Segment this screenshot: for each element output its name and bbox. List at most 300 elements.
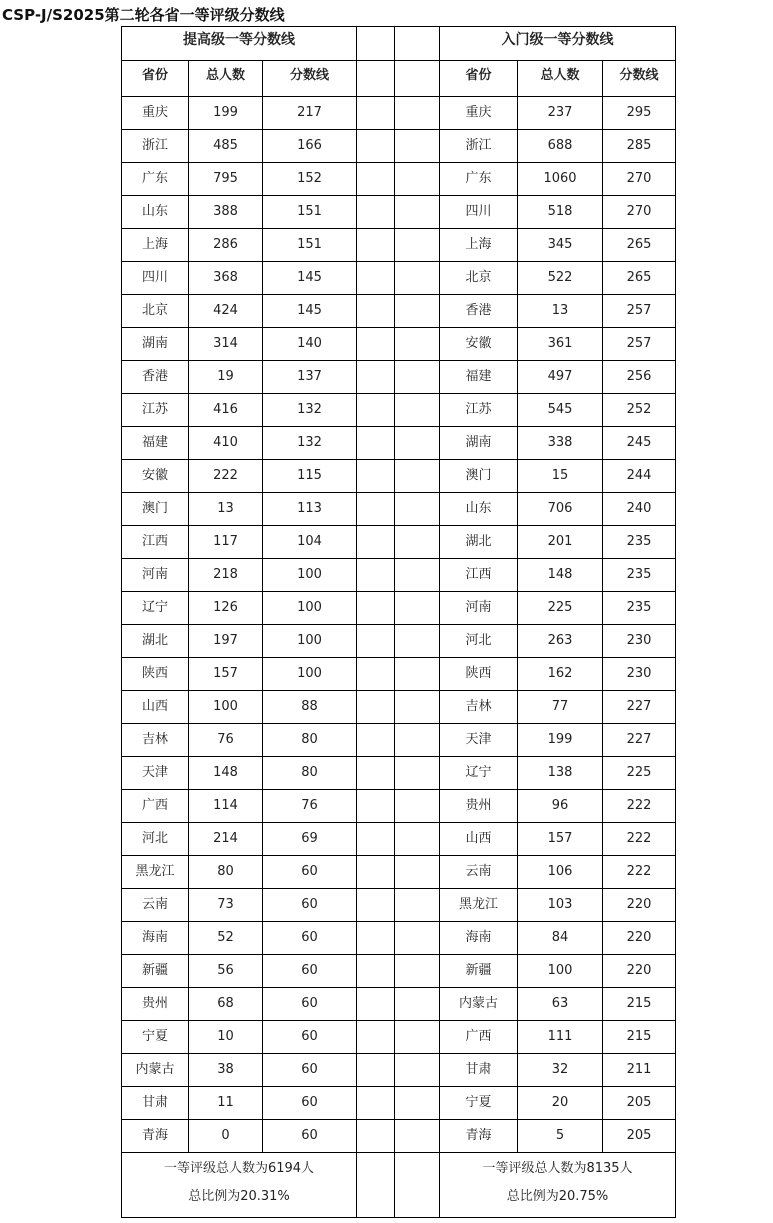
advanced-total-cell: 10 [189, 1021, 263, 1054]
junior-heading: 入门级一等分数线 [440, 27, 676, 61]
junior-province-cell: 北京 [440, 262, 518, 295]
gap-cell [395, 229, 440, 262]
gap-cell [357, 427, 395, 460]
junior-total-cell: 1060 [518, 163, 603, 196]
table-row [122, 724, 676, 757]
junior-province-cell: 黑龙江 [440, 889, 518, 922]
junior-total-cell: 84 [518, 922, 603, 955]
junior-score-cell: 220 [603, 889, 676, 922]
junior-total-cell: 63 [518, 988, 603, 1021]
junior-province-cell: 甘肃 [440, 1054, 518, 1087]
gap-cell [395, 1087, 440, 1120]
table-row [122, 559, 676, 592]
advanced-province-cell: 湖北 [122, 625, 189, 658]
table-row [122, 493, 676, 526]
table-row [122, 262, 676, 295]
junior-score-cell: 252 [603, 394, 676, 427]
junior-score-cell: 270 [603, 196, 676, 229]
junior-score-cell: 211 [603, 1054, 676, 1087]
advanced-score-cell: 60 [263, 1120, 357, 1153]
junior-score-cell: 215 [603, 1021, 676, 1054]
gap-cell [357, 328, 395, 361]
gap-cell [395, 823, 440, 856]
junior-total-cell: 100 [518, 955, 603, 988]
gap-cell [357, 724, 395, 757]
gap-cell [395, 625, 440, 658]
table-row [122, 889, 676, 922]
junior-province-cell: 新疆 [440, 955, 518, 988]
advanced-province-cell: 山西 [122, 691, 189, 724]
advanced-province-cell: 吉林 [122, 724, 189, 757]
junior-score-cell: 222 [603, 856, 676, 889]
table-row [122, 790, 676, 823]
table-row [122, 955, 676, 988]
junior-score-cell: 265 [603, 229, 676, 262]
table-row [122, 229, 676, 262]
junior-total-cell: 338 [518, 427, 603, 460]
junior-score-cell: 285 [603, 130, 676, 163]
junior-score-cell: 257 [603, 295, 676, 328]
advanced-summary-ratio: 总比例为20.31% [188, 1189, 290, 1204]
junior-score-cell: 230 [603, 658, 676, 691]
junior-province-cell: 广西 [440, 1021, 518, 1054]
advanced-score-cell: 88 [263, 691, 357, 724]
gap-cell [395, 724, 440, 757]
gap-cell [395, 757, 440, 790]
advanced-province-cell: 广西 [122, 790, 189, 823]
junior-col-province: 省份 [440, 61, 518, 97]
advanced-total-cell: 368 [189, 262, 263, 295]
advanced-score-cell: 100 [263, 559, 357, 592]
junior-total-cell: 225 [518, 592, 603, 625]
junior-total-cell: 138 [518, 757, 603, 790]
junior-total-cell: 13 [518, 295, 603, 328]
advanced-total-cell: 416 [189, 394, 263, 427]
advanced-score-cell: 151 [263, 196, 357, 229]
table-row [122, 427, 676, 460]
junior-total-cell: 20 [518, 1087, 603, 1120]
junior-province-cell: 香港 [440, 295, 518, 328]
advanced-score-cell: 100 [263, 592, 357, 625]
junior-total-cell: 497 [518, 361, 603, 394]
table-row [122, 592, 676, 625]
column-header-row [122, 61, 676, 97]
advanced-province-cell: 河南 [122, 559, 189, 592]
advanced-col-total: 总人数 [189, 61, 263, 97]
advanced-province-cell: 福建 [122, 427, 189, 460]
gap-cell [357, 394, 395, 427]
advanced-total-cell: 38 [189, 1054, 263, 1087]
advanced-province-cell: 浙江 [122, 130, 189, 163]
section-header-row [122, 27, 676, 61]
junior-province-cell: 辽宁 [440, 757, 518, 790]
advanced-score-cell: 100 [263, 625, 357, 658]
junior-total-cell: 96 [518, 790, 603, 823]
gap-cell [357, 691, 395, 724]
gap-cell [357, 856, 395, 889]
table-row [122, 1087, 676, 1120]
junior-score-cell: 222 [603, 823, 676, 856]
junior-province-cell: 云南 [440, 856, 518, 889]
gap-cell [357, 295, 395, 328]
gap-cell [357, 1054, 395, 1087]
advanced-score-cell: 151 [263, 229, 357, 262]
advanced-province-cell: 湖南 [122, 328, 189, 361]
junior-score-cell: 235 [603, 592, 676, 625]
advanced-score-cell: 76 [263, 790, 357, 823]
gap-cell [395, 1054, 440, 1087]
gap-cell [357, 27, 395, 61]
advanced-score-cell: 145 [263, 295, 357, 328]
junior-total-cell: 111 [518, 1021, 603, 1054]
advanced-total-cell: 314 [189, 328, 263, 361]
junior-province-cell: 山西 [440, 823, 518, 856]
junior-score-cell: 256 [603, 361, 676, 394]
page-title: CSP-J/S2025第二轮各省一等评级分数线 [2, 6, 285, 24]
table-row [122, 658, 676, 691]
advanced-province-cell: 广东 [122, 163, 189, 196]
gap-cell [357, 229, 395, 262]
advanced-score-cell: 60 [263, 1054, 357, 1087]
junior-score-cell: 244 [603, 460, 676, 493]
junior-province-cell: 广东 [440, 163, 518, 196]
junior-score-cell: 227 [603, 724, 676, 757]
advanced-col-province: 省份 [122, 61, 189, 97]
advanced-total-cell: 114 [189, 790, 263, 823]
gap-cell [395, 559, 440, 592]
junior-score-cell: 220 [603, 955, 676, 988]
advanced-province-cell: 北京 [122, 295, 189, 328]
table-row [122, 1021, 676, 1054]
gap-cell [357, 1021, 395, 1054]
junior-score-cell: 245 [603, 427, 676, 460]
junior-province-cell: 海南 [440, 922, 518, 955]
gap-cell [395, 658, 440, 691]
junior-total-cell: 5 [518, 1120, 603, 1153]
table-row [122, 196, 676, 229]
junior-score-cell: 270 [603, 163, 676, 196]
junior-total-cell: 345 [518, 229, 603, 262]
advanced-score-cell: 60 [263, 922, 357, 955]
junior-score-cell: 240 [603, 493, 676, 526]
junior-province-cell: 江苏 [440, 394, 518, 427]
gap-cell [357, 262, 395, 295]
gap-cell [395, 394, 440, 427]
junior-total-cell: 106 [518, 856, 603, 889]
advanced-province-cell: 香港 [122, 361, 189, 394]
gap-cell [357, 196, 395, 229]
advanced-score-cell: 140 [263, 328, 357, 361]
advanced-score-cell: 60 [263, 988, 357, 1021]
gap-cell [357, 889, 395, 922]
advanced-total-cell: 286 [189, 229, 263, 262]
advanced-total-cell: 68 [189, 988, 263, 1021]
junior-province-cell: 江西 [440, 559, 518, 592]
junior-total-cell: 545 [518, 394, 603, 427]
gap-cell [395, 361, 440, 394]
junior-province-cell: 福建 [440, 361, 518, 394]
advanced-score-cell: 69 [263, 823, 357, 856]
advanced-total-cell: 0 [189, 1120, 263, 1153]
advanced-score-cell: 217 [263, 97, 357, 130]
junior-province-cell: 宁夏 [440, 1087, 518, 1120]
advanced-score-cell: 104 [263, 526, 357, 559]
advanced-total-cell: 117 [189, 526, 263, 559]
gap-cell [357, 460, 395, 493]
advanced-province-cell: 重庆 [122, 97, 189, 130]
table-row [122, 988, 676, 1021]
advanced-total-cell: 214 [189, 823, 263, 856]
advanced-total-cell: 13 [189, 493, 263, 526]
advanced-total-cell: 19 [189, 361, 263, 394]
advanced-score-cell: 60 [263, 1087, 357, 1120]
advanced-score-cell: 132 [263, 394, 357, 427]
gap-cell [395, 493, 440, 526]
junior-province-cell: 上海 [440, 229, 518, 262]
table-row [122, 526, 676, 559]
junior-score-cell: 205 [603, 1087, 676, 1120]
advanced-total-cell: 199 [189, 97, 263, 130]
advanced-total-cell: 197 [189, 625, 263, 658]
advanced-total-cell: 73 [189, 889, 263, 922]
junior-total-cell: 32 [518, 1054, 603, 1087]
gap-cell [357, 163, 395, 196]
advanced-province-cell: 安徽 [122, 460, 189, 493]
advanced-total-cell: 126 [189, 592, 263, 625]
advanced-total-cell: 424 [189, 295, 263, 328]
junior-score-cell: 215 [603, 988, 676, 1021]
junior-total-cell: 263 [518, 625, 603, 658]
table-row [122, 163, 676, 196]
advanced-total-cell: 157 [189, 658, 263, 691]
advanced-total-cell: 76 [189, 724, 263, 757]
table-row [122, 856, 676, 889]
score-table [121, 26, 676, 1218]
junior-total-cell: 103 [518, 889, 603, 922]
junior-total-cell: 518 [518, 196, 603, 229]
junior-province-cell: 安徽 [440, 328, 518, 361]
gap-cell [395, 427, 440, 460]
gap-cell [395, 856, 440, 889]
junior-total-cell: 237 [518, 97, 603, 130]
advanced-score-cell: 145 [263, 262, 357, 295]
advanced-province-cell: 河北 [122, 823, 189, 856]
gap-cell [395, 328, 440, 361]
gap-cell [357, 823, 395, 856]
table-row [122, 823, 676, 856]
advanced-score-cell: 80 [263, 724, 357, 757]
gap-cell [357, 526, 395, 559]
junior-province-cell: 湖南 [440, 427, 518, 460]
junior-province-cell: 浙江 [440, 130, 518, 163]
advanced-score-cell: 113 [263, 493, 357, 526]
advanced-heading: 提高级一等分数线 [122, 27, 357, 61]
advanced-province-cell: 上海 [122, 229, 189, 262]
advanced-score-cell: 60 [263, 1021, 357, 1054]
junior-score-cell: 220 [603, 922, 676, 955]
junior-total-cell: 162 [518, 658, 603, 691]
junior-total-cell: 201 [518, 526, 603, 559]
gap-cell [395, 262, 440, 295]
table-row [122, 328, 676, 361]
junior-province-cell: 河北 [440, 625, 518, 658]
junior-total-cell: 522 [518, 262, 603, 295]
gap-cell [395, 922, 440, 955]
junior-score-cell: 235 [603, 526, 676, 559]
junior-province-cell: 天津 [440, 724, 518, 757]
gap-cell [357, 97, 395, 130]
junior-province-cell: 湖北 [440, 526, 518, 559]
gap-cell [395, 163, 440, 196]
gap-cell [395, 955, 440, 988]
table-row [122, 625, 676, 658]
gap-cell [357, 559, 395, 592]
junior-province-cell: 陕西 [440, 658, 518, 691]
junior-province-cell: 吉林 [440, 691, 518, 724]
table-row [122, 1054, 676, 1087]
junior-summary-ratio: 总比例为20.75% [506, 1189, 609, 1204]
advanced-summary-total: 一等评级总人数为6194人 [163, 1161, 315, 1176]
gap-cell [357, 1120, 395, 1153]
gap-cell [357, 493, 395, 526]
advanced-province-cell: 澳门 [122, 493, 189, 526]
gap-cell [395, 988, 440, 1021]
junior-score-cell: 230 [603, 625, 676, 658]
gap-cell [395, 295, 440, 328]
junior-col-total: 总人数 [518, 61, 603, 97]
gap-cell [395, 790, 440, 823]
gap-cell [395, 691, 440, 724]
advanced-province-cell: 四川 [122, 262, 189, 295]
junior-score-cell: 257 [603, 328, 676, 361]
gap-cell [357, 130, 395, 163]
advanced-total-cell: 222 [189, 460, 263, 493]
advanced-score-cell: 152 [263, 163, 357, 196]
gap-cell [395, 1021, 440, 1054]
junior-total-cell: 77 [518, 691, 603, 724]
advanced-province-cell: 贵州 [122, 988, 189, 1021]
advanced-total-cell: 148 [189, 757, 263, 790]
gap-cell [395, 592, 440, 625]
gap-cell [357, 658, 395, 691]
junior-total-cell: 157 [518, 823, 603, 856]
junior-summary [440, 1153, 676, 1218]
advanced-province-cell: 内蒙古 [122, 1054, 189, 1087]
advanced-score-cell: 80 [263, 757, 357, 790]
advanced-score-cell: 60 [263, 955, 357, 988]
advanced-province-cell: 海南 [122, 922, 189, 955]
junior-score-cell: 295 [603, 97, 676, 130]
table-row [122, 295, 676, 328]
table-row [122, 922, 676, 955]
advanced-province-cell: 天津 [122, 757, 189, 790]
junior-total-cell: 148 [518, 559, 603, 592]
junior-total-cell: 706 [518, 493, 603, 526]
junior-province-cell: 山东 [440, 493, 518, 526]
table-row [122, 361, 676, 394]
gap-cell [357, 625, 395, 658]
junior-score-cell: 205 [603, 1120, 676, 1153]
junior-province-cell: 河南 [440, 592, 518, 625]
junior-province-cell: 贵州 [440, 790, 518, 823]
gap-cell [357, 1153, 395, 1218]
gap-cell [395, 61, 440, 97]
advanced-total-cell: 388 [189, 196, 263, 229]
gap-cell [357, 1087, 395, 1120]
junior-score-cell: 227 [603, 691, 676, 724]
gap-cell [357, 592, 395, 625]
advanced-total-cell: 56 [189, 955, 263, 988]
advanced-score-cell: 100 [263, 658, 357, 691]
advanced-total-cell: 52 [189, 922, 263, 955]
advanced-summary [122, 1153, 357, 1218]
gap-cell [395, 97, 440, 130]
gap-cell [357, 361, 395, 394]
advanced-total-cell: 218 [189, 559, 263, 592]
junior-score-cell: 265 [603, 262, 676, 295]
gap-cell [395, 1120, 440, 1153]
advanced-total-cell: 485 [189, 130, 263, 163]
junior-province-cell: 重庆 [440, 97, 518, 130]
gap-cell [357, 61, 395, 97]
junior-total-cell: 361 [518, 328, 603, 361]
gap-cell [357, 922, 395, 955]
gap-cell [357, 988, 395, 1021]
advanced-province-cell: 甘肃 [122, 1087, 189, 1120]
junior-province-cell: 四川 [440, 196, 518, 229]
gap-cell [395, 27, 440, 61]
junior-summary-total: 一等评级总人数为8135人 [482, 1161, 633, 1176]
junior-col-score: 分数线 [603, 61, 676, 97]
advanced-total-cell: 795 [189, 163, 263, 196]
gap-cell [395, 460, 440, 493]
junior-total-cell: 199 [518, 724, 603, 757]
gap-cell [357, 955, 395, 988]
advanced-col-score: 分数线 [263, 61, 357, 97]
junior-score-cell: 225 [603, 757, 676, 790]
advanced-province-cell: 云南 [122, 889, 189, 922]
table-row [122, 97, 676, 130]
junior-score-cell: 235 [603, 559, 676, 592]
advanced-province-cell: 陕西 [122, 658, 189, 691]
gap-cell [395, 196, 440, 229]
junior-score-cell: 222 [603, 790, 676, 823]
advanced-total-cell: 410 [189, 427, 263, 460]
table-row [122, 460, 676, 493]
summary-row [122, 1153, 676, 1218]
advanced-province-cell: 江苏 [122, 394, 189, 427]
junior-total-cell: 15 [518, 460, 603, 493]
gap-cell [357, 790, 395, 823]
gap-cell [395, 526, 440, 559]
advanced-province-cell: 宁夏 [122, 1021, 189, 1054]
gap-cell [395, 1153, 440, 1218]
advanced-province-cell: 黑龙江 [122, 856, 189, 889]
table-row [122, 130, 676, 163]
advanced-province-cell: 山东 [122, 196, 189, 229]
advanced-province-cell: 辽宁 [122, 592, 189, 625]
table-row [122, 394, 676, 427]
advanced-score-cell: 137 [263, 361, 357, 394]
advanced-province-cell: 新疆 [122, 955, 189, 988]
advanced-score-cell: 132 [263, 427, 357, 460]
table-row [122, 757, 676, 790]
junior-province-cell: 内蒙古 [440, 988, 518, 1021]
table-row [122, 1120, 676, 1153]
gap-cell [357, 757, 395, 790]
advanced-total-cell: 11 [189, 1087, 263, 1120]
advanced-total-cell: 80 [189, 856, 263, 889]
